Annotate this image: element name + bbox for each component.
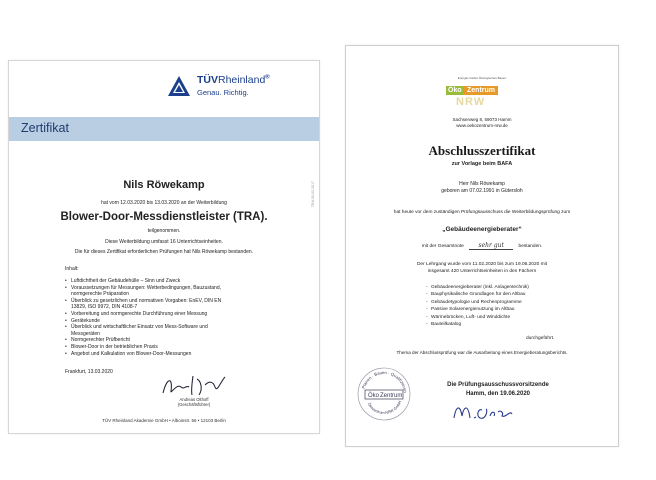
tuv-line-passed: Die für dieses Zertifikat erforderlichen Prüfungen hat Nils Röwekamp bestanden. [74,249,254,255]
oko-subject-list [426,284,529,328]
tuv-signer [159,397,229,407]
oko-certificate [345,45,619,447]
tuv-slogan: Genau. Richtig. [197,88,249,97]
tuv-triangle-icon [167,75,191,97]
list-item: • Überblick zu gesetzlichen und normativen Vorgaben: EnEV, DIN EN [65,298,221,305]
list-item: - Wärmebrücken, Luft- und Winddichte [426,314,529,321]
tuv-footer-address: TÜV Rheinland Akademie GmbH • Alboinstr. 56 • 12103 Berlin [102,418,226,423]
tuv-place-date: Frankfurt, 13.03.2020 [65,369,113,375]
oko-stamp-bottom-text: Ökozentrum NRW GmbH [366,400,403,416]
oko-logo [446,86,518,114]
svg-text:Ökozentrum NRW GmbH [367,400,402,415]
oko-stamp [356,366,412,422]
list-item: • Überblick und wirtschaftlicher Einsatz von Mess-Software und [65,324,221,331]
oko-recipient-name: Herr Nils Röwekamp [459,181,505,187]
oko-logo-nrw: NRW [456,96,486,108]
oko-stamp-oko: Öko [368,393,380,399]
tuv-brand-light: Rheinland [218,74,266,86]
oko-conducted: durchgeführt. [526,336,555,341]
list-item: • Voraussetzungen für Messungen: Wetterbedingungen, Bauzustand, [65,285,221,292]
list-item: - Bauphysikalische Grundlagen für den Altbau [426,291,529,298]
oko-title: Abschlusszertifikat [428,143,536,158]
list-item: • Blower-Door in der betrieblichen Praxis [65,344,221,351]
tuv-signature [159,373,229,399]
oko-course-dates: Der Lehrgang wurde vom 11.02.2020 bis zum 19.06.2020 mit [416,262,548,267]
tuv-side-code: TRA-00-02-2017 [311,181,315,208]
oko-logo-zentrum: Zentrum [464,86,498,95]
tuv-line-dates: hat vom 12.03.2020 bis 13.03.2020 an der Weiterbildung [101,200,227,206]
oko-exam-topic: Thema der Abschlussprüfung war die Ausarbeitung eines Energieberatungsberichts. [396,350,568,355]
oko-stamp-top-text: Planen · Bauen · Qualifizieren [360,369,408,393]
oko-stamp-zentrum: Zentrum [380,393,403,399]
oko-institute-text: Energie-Institut Ökologisches Bauen [457,76,507,80]
tuv-band-title: Zertifikat [21,121,69,135]
oko-exam-text: hat heute vor dem zuständigen Prüfungsausschuss die Weiterbildungsprüfung zum [393,210,571,215]
list-item: - Bauteilkatalog [426,321,529,328]
tuv-contents-list [65,278,221,357]
oko-course-units: insgesamt 420 Unterrichtseinheiten in den Fächern [427,269,537,274]
tuv-brand [197,74,270,86]
tuv-brand-reg: ® [265,74,270,81]
tuv-signer-name: Andreas Olthoff [179,397,209,402]
tuv-signer-role: (Geschäftsführer) [177,402,211,407]
oko-grade-suffix: bestanden. [518,244,543,249]
tuv-title-band [9,117,319,141]
tuv-contents-label: Inhalt: [65,266,79,272]
list-item-continuation: 13829, ISO 9972, DIN 4108-7 [71,304,138,311]
oko-grade-row [346,242,618,250]
tuv-course-title: Blower-Door-Messdienstleister (TRA). [60,211,268,223]
oko-address: Sachsenweg 8, 59073 Hamm [452,117,512,122]
list-item: - Gebäudetypologie und Rechenprogramme [426,299,529,306]
oko-logo-oko: Öko [448,87,462,94]
tuv-brand-bold: TÜV [197,74,218,86]
tuv-logo [167,71,297,103]
oko-website: www.oekozentrum-nrw.de [456,123,508,128]
oko-birth-info: geboren am 07.02.1991 in Gütersloh [441,188,523,194]
oko-grade-prefix: mit der Gesamtnote [421,244,464,249]
list-item: • Angebot und Kalkulation von Blower-Door-Messungen [65,351,221,358]
list-item: • Vorbereitung und normgerechte Durchführung einer Messung [65,311,221,318]
tuv-recipient-name: Nils Röwekamp [123,179,205,191]
oko-subtitle: zur Vorlage beim BAFA [451,161,513,167]
oko-course-title: „Gebäudeenergieberater“ [442,226,522,233]
list-item-continuation: Messgeräten [71,330,100,337]
list-item: - Passive Solarenergienutzung im Altbau [426,306,529,313]
list-item: • Normgerechter Prüfbericht [65,337,221,344]
list-item: - Gebäudeenergieberater (inkl. Anlagentechnik) [426,284,529,291]
list-item: • Gerätekunde [65,318,221,325]
oko-place-date: Hamm, den 19.06.2020 [465,391,531,397]
tuv-certificate [8,60,320,434]
oko-signature [450,400,514,422]
oko-grade-value: sehr gut [469,242,513,250]
tuv-line-participated: teilgenommen. [147,228,181,234]
list-item-continuation: normgerechte Präparation [71,291,130,298]
list-item: • Luftdichtheit der Gebäudehülle – Sinn und Zweck [65,278,221,285]
tuv-line-units: Diese Weiterbildung umfasst 16 Unterrichtseinheiten. [105,239,223,245]
oko-chair-title: Die Prüfungsausschussvorsitzende [447,382,549,388]
